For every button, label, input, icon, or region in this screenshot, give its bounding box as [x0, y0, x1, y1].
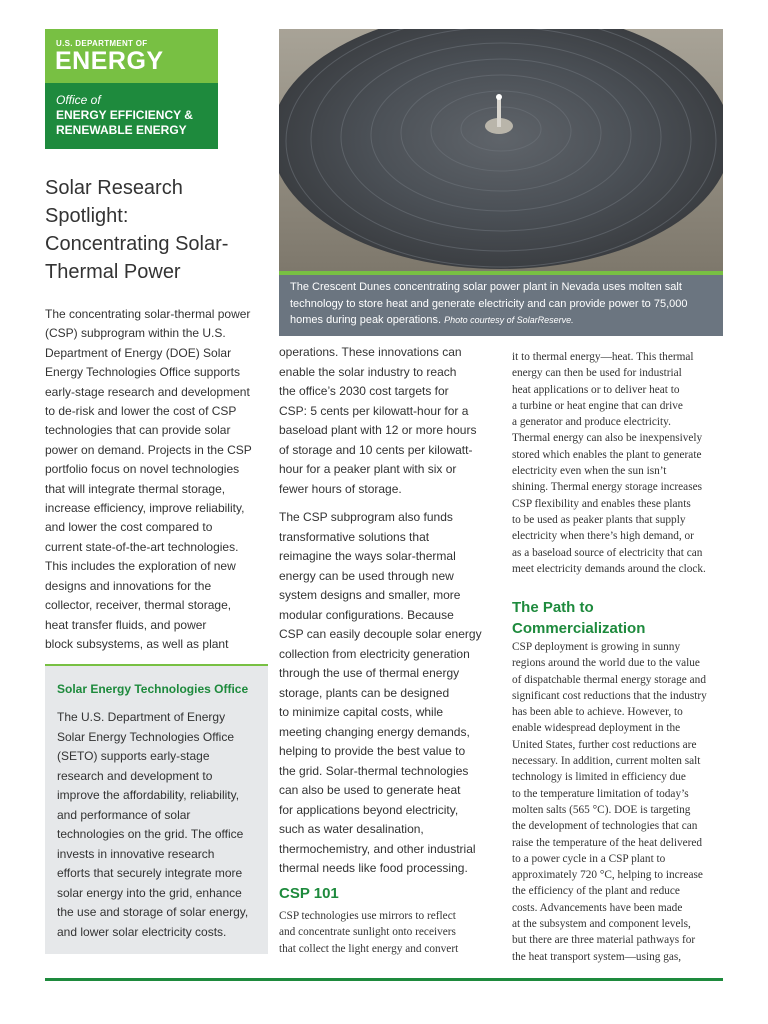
text-line: but there are three material pathways for: [512, 934, 696, 947]
text-line: Solar Energy Technologies Office: [57, 729, 234, 744]
text-line: collector, receiver, thermal storage,: [45, 598, 232, 613]
text-line: thermal needs like food processing.: [279, 861, 468, 875]
text-line: hour for a peaker plant with six or: [279, 462, 457, 476]
text-line: enable widespread deployment in the: [512, 722, 681, 735]
text-line: electricity even when the sun isn’t: [512, 465, 667, 478]
text-line: such as water desalination,: [279, 822, 424, 836]
text-line: the efficiency of the plant and reduce: [512, 885, 680, 898]
photo-credit: Photo courtesy of SolarReserve.: [444, 315, 574, 325]
text-line: reimagine the ways solar-thermal: [279, 549, 456, 563]
text-line: CSP flexibility and enables these plants: [512, 497, 691, 510]
text-line: current state-of-the-art technologies.: [45, 539, 239, 554]
text-line: designs and innovations for the: [45, 578, 212, 593]
sidebar-title: Solar Energy Technologies Office: [57, 682, 249, 696]
text-line: Thermal energy can also be inexpensively: [512, 432, 703, 445]
path-heading: [512, 597, 645, 639]
logo-office-of: Office of: [56, 93, 101, 107]
text-line: to a power cycle in a CSP plant to: [512, 852, 666, 865]
text-line: meeting changing energy demands,: [279, 724, 470, 739]
text-line: The concentrating solar-thermal power: [45, 307, 251, 321]
text-line: storage, plants can be designed: [279, 685, 450, 700]
text-line: and lower solar electricity costs.: [57, 924, 227, 939]
text-line: The CSP subprogram also funds: [279, 510, 453, 524]
text-line: the heat transport system—using gas,: [512, 950, 682, 963]
text-line: of storage and 10 cents per kilowatt-: [279, 442, 473, 457]
title-line: Solar Research: [45, 177, 183, 199]
thermal-energy-paragraph: [512, 349, 727, 577]
text-line: thermochemistry, and other industrial: [279, 841, 476, 856]
text-line: a turbine or heat engine that can drive: [512, 399, 683, 412]
text-line: CSP can easily decouple solar energy: [279, 627, 482, 641]
text-line: and performance of solar: [57, 807, 191, 822]
text-line: CSP: 5 cents per kilowatt-hour for a: [279, 403, 469, 418]
text-line: the office’s 2030 cost targets for: [279, 384, 449, 398]
text-line: and concentrate sunlight onto receivers: [279, 926, 456, 939]
logo-office-line1: ENERGY EFFICIENCY &: [56, 108, 193, 122]
text-line: molten salts (565 °C). DOE is targeting: [512, 803, 691, 816]
doe-eere-logo: [45, 29, 218, 149]
text-line: to be used as peaker plants that supply: [512, 513, 686, 526]
heliostat-field-illustration: [279, 29, 723, 271]
title-line: Concentrating Solar-: [45, 233, 229, 255]
text-line: approximately 720 °C, helping to increase: [512, 869, 703, 882]
text-line: of dispatchable thermal energy storage and: [512, 673, 706, 686]
text-line: technologies that can provide solar: [45, 423, 231, 438]
seto-sidebar: [45, 664, 268, 954]
text-line: increase efficiency, improve reliability,: [45, 501, 245, 516]
text-line: and lower the cost compared to: [45, 520, 213, 535]
title-line: Thermal Power: [45, 261, 181, 283]
subprogram-paragraph: [279, 508, 494, 879]
text-line: the development of technologies that can: [512, 820, 698, 833]
text-line: collection from electricity generation: [279, 646, 470, 661]
logo-department-text: U.S. DEPARTMENT OF: [56, 39, 148, 48]
caption-line: technology to store heat and generate electricity and can provide power to 75,000: [290, 297, 688, 310]
text-line: electricity when there’s high demand, or: [512, 530, 694, 543]
text-line: the use and storage of solar energy,: [57, 905, 249, 919]
photo-caption: [279, 275, 723, 336]
text-line: the grid. Solar-thermal technologies: [279, 763, 469, 778]
text-line: for applications beyond electricity,: [279, 802, 459, 817]
text-line: to the temperature limitation of today’s: [512, 787, 689, 800]
bottom-divider: [45, 978, 723, 981]
text-line: operations. These innovations can: [279, 345, 462, 359]
text-line: energy can be used through new: [279, 568, 454, 583]
intro-paragraph: [45, 305, 263, 654]
text-line: costs. Advancements have been made: [512, 901, 683, 914]
text-line: transformative solutions that: [279, 529, 430, 544]
text-line: United States, further cost reductions are: [512, 738, 697, 751]
text-line: (CSP) subprogram within the U.S.: [45, 326, 226, 341]
heading-line: Commercialization: [512, 620, 646, 637]
text-line: Energy Technologies Office supports: [45, 365, 241, 380]
text-line: CSP technologies use mirrors to reflect: [279, 910, 456, 922]
text-line: to de-risk and lower the cost of CSP: [45, 404, 237, 419]
text-line: energy can then be used for industrial: [512, 367, 682, 380]
text-line: stored which enables the plant to generate: [512, 448, 702, 461]
text-line: that collect the light energy and convert: [279, 942, 459, 955]
text-line: at the subsystem and component levels,: [512, 918, 691, 931]
text-line: power on demand. Projects in the CSP: [45, 442, 252, 457]
targets-paragraph: [279, 343, 494, 499]
text-line: (SETO) supports early-stage: [57, 749, 210, 763]
text-line: it to thermal energy—heat. This thermal: [512, 351, 694, 363]
text-line: research and development to: [57, 768, 213, 783]
text-line: that will integrate thermal storage,: [45, 481, 226, 496]
text-line: regions around the world due to the value: [512, 657, 700, 670]
page-title: [45, 174, 260, 286]
csp101-paragraph: [279, 908, 499, 957]
heading-line: The Path to: [512, 599, 594, 616]
sidebar-paragraph: [57, 708, 262, 942]
text-line: enable the solar industry to reach: [279, 364, 457, 379]
text-line: meet electricity demands around the clock.: [512, 562, 706, 575]
text-line: a generator and produce electricity.: [512, 416, 671, 429]
text-line: system designs and smaller, more: [279, 588, 461, 602]
text-line: The U.S. Department of Energy: [57, 710, 226, 724]
text-line: baseload plant with 12 or more hours: [279, 423, 477, 437]
logo-energy-text: ENERGY: [55, 47, 164, 75]
logo-top-band: [45, 29, 218, 83]
logo-office-line2: RENEWABLE ENERGY: [56, 123, 187, 137]
text-line: through the use of thermal energy: [279, 666, 460, 680]
text-line: This includes the exploration of new: [45, 559, 236, 574]
text-line: significant cost reductions that the industry: [512, 689, 707, 702]
csp101-heading: CSP 101: [279, 885, 339, 902]
text-line: necessary. In addition, current molten salt: [512, 755, 701, 768]
text-line: portfolio focus on novel technologies: [45, 462, 240, 477]
text-line: raise the temperature of the heat delivered: [512, 836, 703, 849]
text-line: helping to provide the best value to: [279, 744, 466, 758]
logo-bottom-band: [45, 83, 218, 149]
caption-line: The Crescent Dunes concentrating solar power plant in Nevada uses molten salt: [290, 281, 682, 293]
caption-line: homes during peak operations.: [290, 314, 442, 326]
text-line: invests in innovative research: [57, 846, 215, 861]
text-line: modular configurations. Because: [279, 607, 454, 622]
text-line: improve the affordability, reliability,: [57, 788, 240, 802]
text-line: efforts that securely integrate more: [57, 866, 243, 880]
title-line: Spotlight:: [45, 205, 129, 227]
text-line: to minimize capital costs, while: [279, 705, 444, 719]
text-line: technology is limited in efficiency due: [512, 771, 686, 784]
text-line: has been able to achieve. However, to: [512, 706, 683, 719]
text-line: Department of Energy (DOE) Solar: [45, 345, 232, 360]
text-line: as a baseload source of electricity that can: [512, 546, 703, 559]
text-line: can also be used to generate heat: [279, 783, 461, 797]
text-line: fewer hours of storage.: [279, 481, 402, 496]
text-line: solar energy into the grid, enhance: [57, 885, 242, 900]
text-line: heat transfer fluids, and power: [45, 617, 207, 632]
text-line: technologies on the grid. The office: [57, 827, 244, 841]
solar-plant-photo: [279, 29, 723, 271]
text-line: CSP deployment is growing in sunny: [512, 641, 681, 653]
text-line: heat applications or to deliver heat to: [512, 383, 680, 396]
logo-office-text: [56, 93, 193, 138]
path-paragraph: [512, 639, 727, 965]
text-line: early-stage research and development: [45, 384, 250, 399]
text-line: block subsystems, as well as plant: [45, 636, 229, 651]
text-line: shining. Thermal energy storage increases: [512, 481, 703, 494]
